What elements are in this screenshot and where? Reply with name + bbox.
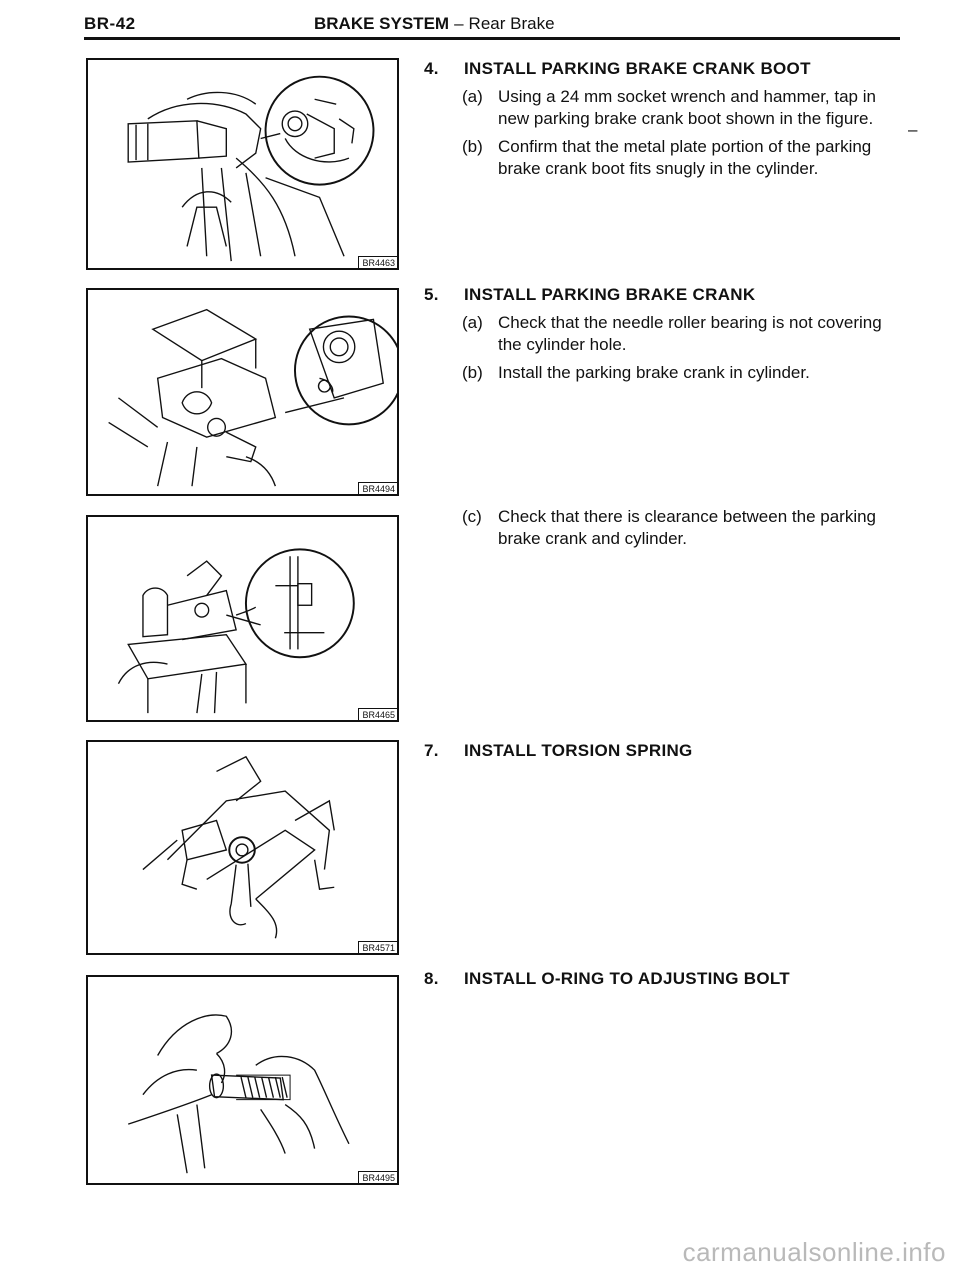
sub-step-text: Check that there is clearance between the parking brake crank and cylinder. (498, 507, 877, 548)
figure-torsion-spring (86, 740, 399, 955)
step-title: INSTALL PARKING BRAKE CRANK BOOT (464, 59, 811, 78)
sub-step-text: Using a 24 mm socket wrench and hammer, tap in new parking brake crank boot shown in the figure. (498, 87, 876, 128)
sub-step-label: (b) (462, 363, 483, 382)
section-name: BRAKE SYSTEM (314, 14, 450, 33)
header-rule (84, 37, 900, 40)
illustration-torsion-spring (88, 742, 397, 953)
sub-step-b (462, 362, 904, 384)
step-number: 5. (424, 285, 439, 304)
figure-id: BR4463 (358, 256, 397, 268)
title-separator: – (454, 14, 464, 33)
step-7-install-torsion-spring (424, 740, 904, 762)
figure-id: BR4571 (358, 941, 397, 953)
step-4-install-crank-boot (424, 58, 904, 180)
sub-step-label: (c) (462, 507, 482, 526)
step-heading (424, 740, 904, 762)
sub-step-text: Check that the needle roller bearing is not covering the cylinder hole. (498, 313, 882, 354)
sub-step-a (462, 312, 904, 356)
step-heading (424, 58, 904, 80)
sub-step-label: (a) (462, 313, 483, 332)
section-title (314, 14, 555, 34)
step-title: INSTALL PARKING BRAKE CRANK (464, 285, 756, 304)
sub-step-label: (b) (462, 137, 483, 156)
step-5-install-crank (424, 284, 904, 384)
sub-step-text: Install the parking brake crank in cylinder. (498, 363, 810, 382)
illustration-clearance-check (88, 517, 397, 720)
figure-o-ring-bolt (86, 975, 399, 1185)
figure-id: BR4465 (358, 708, 397, 720)
figure-parking-brake-crank (86, 288, 399, 496)
sub-step-text: Confirm that the metal plate portion of the parking brake crank boot fits snugly in the cylinder. (498, 137, 872, 178)
step-title: INSTALL TORSION SPRING (464, 741, 693, 760)
sub-step-c (462, 506, 904, 550)
figure-clearance-check (86, 515, 399, 722)
step-number: 4. (424, 59, 439, 78)
page-header (84, 10, 900, 40)
step-heading (424, 968, 904, 990)
illustration-o-ring-bolt (88, 977, 397, 1183)
subsection-name: Rear Brake (468, 14, 555, 33)
step-number: 8. (424, 969, 439, 988)
figure-id: BR4494 (358, 482, 397, 494)
figure-crank-boot (86, 58, 399, 270)
watermark: carmanualsonline.info (682, 1237, 946, 1267)
step-title: INSTALL O-RING TO ADJUSTING BOLT (464, 969, 790, 988)
sub-step-b (462, 136, 904, 180)
step-number: 7. (424, 741, 439, 760)
margin-mark: – (908, 120, 918, 139)
sub-step-a (462, 86, 904, 130)
step-heading (424, 284, 904, 306)
step-5-c-clearance (424, 506, 904, 550)
sub-step-label: (a) (462, 87, 483, 106)
figure-id: BR4495 (358, 1171, 397, 1183)
page-number: BR-42 (84, 14, 136, 33)
illustration-parking-brake-crank (88, 290, 397, 494)
illustration-crank-boot (88, 60, 397, 268)
step-8-install-o-ring (424, 968, 904, 990)
